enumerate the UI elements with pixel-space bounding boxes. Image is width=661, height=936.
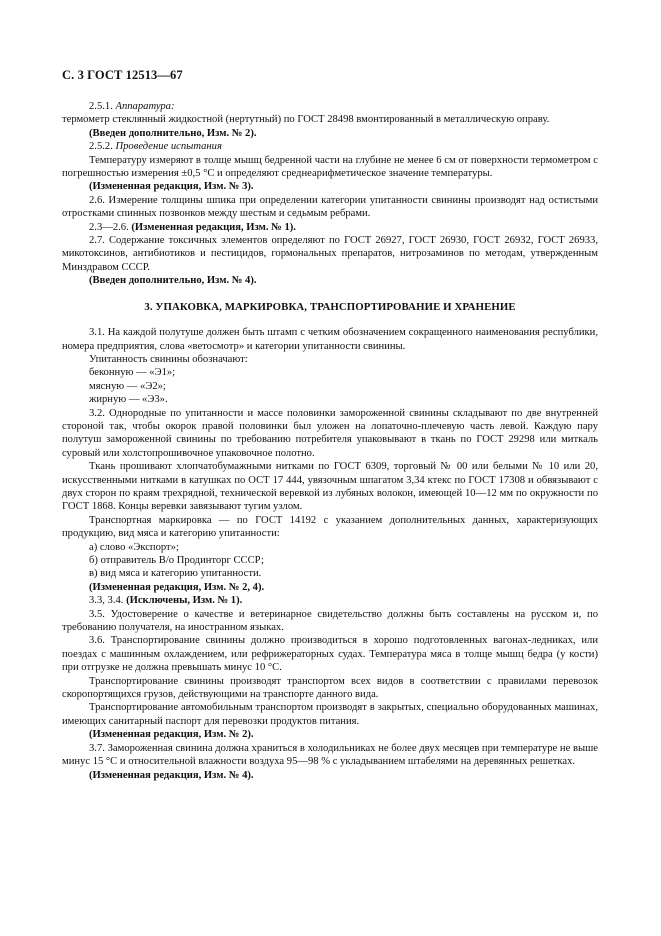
text-run: Проведение испытания [115, 141, 222, 153]
text-run: (Измененная редакция, Изм. № 3). [89, 181, 254, 193]
text-run: (Измененная редакция, Изм. № 1). [131, 221, 296, 233]
paragraph [62, 769, 598, 782]
paragraph [62, 675, 598, 702]
text-run: Ткань прошивают хлопчатобумажными нитками по ГОСТ 6309, торговый № 00 или белыми № 10 или 20, искусственными нитками в катушках по ОСТ 17 444, увязочным шпагатом 3,34 ктекс по ГОСТ 17308 и обвязывают с двух сторон по краям трехрядной, технической веревкой из лубяных волокон, имеющей 10—12 мм по окружности по ГОСТ 1868. Концы веревки завязывают тугим узлом. [62, 461, 598, 513]
text-run: (Исключены, Изм. № 1). [126, 595, 243, 607]
paragraph [62, 366, 598, 379]
paragraph [62, 113, 598, 126]
text-run: 2.6. Измерение толщины шпика при определении категории упитанности свинины производят над остистыми отростками спинных позвонков между шестым и седьмым ребрами. [62, 194, 598, 220]
text-run: 3.6. Транспортирование свинины должно производиться в хорошо подготовленных вагонах-ледниках, или поездах с машинным охлаждением, или рефрижераторных судах. Температура мяса в толще мышц бедра (у кости) при отгрузке не должна превышать минус 10 °С. [62, 635, 598, 674]
paragraph [62, 554, 598, 567]
text-run: а) слово «Экспорт»; [89, 541, 179, 553]
paragraph [62, 221, 598, 234]
text-run: беконную — «Э1»; [89, 367, 176, 379]
paragraph [62, 634, 598, 674]
text-run: (Измененная редакция, Изм. № 2). [89, 729, 254, 741]
text-run: Транспортирование свинины производят транспортом всех видов в соответствии с правилами перевозок скоропортящихся грузов, действующими на транспорте данного вида. [62, 675, 598, 701]
text-run: 2.5.1. [89, 101, 116, 112]
paragraph [62, 393, 598, 406]
text-run: (Введен дополнительно, Изм. № 4). [89, 275, 257, 287]
text-run: Транспортирование автомобильным транспортом производят в закрытых, специально оборудованных машинах, имеющих санитарный паспорт для перевозки продуктов питания. [62, 702, 598, 727]
text-run: 2.7. Содержание токсичных элементов определяют по ГОСТ 26927, ГОСТ 26930, ГОСТ 26932, ГОСТ 26933, микотоксинов, антибиотиков и пестицидов, гормональных препаратов, нитрозаминов по методам, утвержденным Минздравом СССР. [62, 235, 598, 273]
paragraph [62, 326, 598, 353]
paragraph [62, 140, 598, 153]
paragraph [62, 407, 598, 461]
text-run: термометр стеклянный жидкостной (нертутный) по ГОСТ 28498 вмонтированный в металлическую оправу. [62, 114, 550, 126]
text-run: Транспортная маркировка — по ГОСТ 14192 с указанием дополнительных данных, характеризующих продукцию, вид мяса и категорию упитанности: [62, 514, 598, 540]
paragraph [62, 127, 598, 140]
paragraph [62, 274, 598, 287]
text-run: мясную — «Э2»; [89, 380, 166, 392]
paragraph [62, 380, 598, 393]
text-run: 3.1. На каждой полутуше должен быть штамп с четким обозначением сокращенного наименования республики, номера предприятия, слова «ветосмотр» и категории упитанности свинины. [62, 327, 598, 352]
paragraph [62, 581, 598, 594]
paragraph [62, 460, 598, 514]
text-run: 3.7. Замороженная свинина должна храниться в холодильниках не более двух месяцев при температуре не выше минус 15 °С и относительной влажности воздуха 95—98 % с укладыванием штабелями на деревянных решетках. [62, 742, 598, 768]
text-run: (Введен дополнительно, Изм. № 2). [89, 127, 257, 139]
document-body [62, 100, 598, 782]
paragraph [62, 100, 598, 113]
paragraph [62, 728, 598, 741]
paragraph [62, 514, 598, 541]
text-run: 2.3—2.6. [89, 221, 132, 233]
text-run: (Измененная редакция, Изм. № 4). [89, 769, 254, 781]
paragraph [62, 234, 598, 274]
paragraph [62, 742, 598, 769]
text-run: б) отправитель В/о Продинторг СССР; [89, 555, 264, 566]
paragraph [62, 594, 598, 607]
section-title [62, 301, 598, 314]
text-run: в) вид мяса и категорию упитанности. [89, 568, 262, 580]
text-run: жирную — «Э3». [89, 394, 168, 406]
paragraph [62, 541, 598, 554]
text-run: 3.5. Удостоверение о качестве и ветеринарное свидетельство должны быть составлены на русском и, по требованию получателя, на иностранном языках. [62, 608, 598, 634]
paragraph [62, 180, 598, 193]
text-run: 2.5.2. [89, 141, 116, 153]
paragraph [62, 353, 598, 366]
paragraph [62, 701, 598, 728]
text-run: 3.2. Однородные по упитанности и массе половинки замороженной свинины складывают по две внутренней стороной так, чтобы окорок правой половинки был уложен на лопаточно-плечевую часть левой. Каждую пару полутуш замороженной свинины по требованию потребителя упаковывают в ткань по ГОСТ 29298 или миткаль суровый или холстопрошивочное упаковочное полотно. [62, 407, 598, 459]
paragraph [62, 608, 598, 635]
text-run: Температуру измеряют в толще мышц бедренной части на глубине не менее 6 см от поверхности термометром с погрешностью измерения ±0,5 °С и определяют среднеарифметическое значение температуры. [62, 154, 598, 180]
text-run: 3.3, 3.4. [89, 595, 127, 607]
page-header: С. 3 ГОСТ 12513—67 [62, 68, 183, 82]
text-run: Аппаратура: [115, 101, 175, 112]
paragraph [62, 194, 598, 221]
text-run: (Измененная редакция, Изм. № 2, 4). [89, 581, 265, 593]
text-run: Упитанность свинины обозначают: [89, 353, 248, 365]
paragraph [62, 154, 598, 181]
paragraph [62, 567, 598, 580]
text-run: 3. УПАКОВКА, МАРКИРОВКА, ТРАНСПОРТИРОВАНИЕ И ХРАНЕНИЕ [144, 300, 516, 313]
